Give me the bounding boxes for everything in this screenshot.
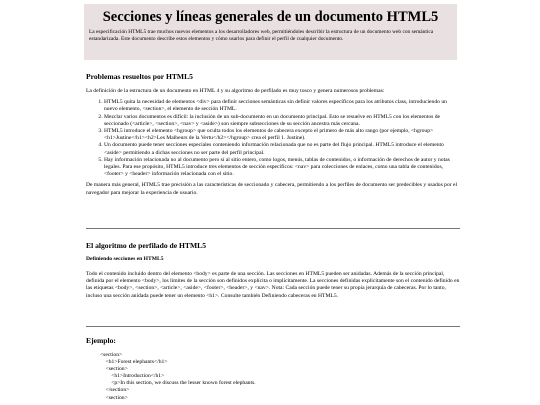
divider — [86, 326, 460, 327]
example-section — [86, 336, 460, 402]
code-line: <section> — [100, 394, 128, 401]
problems-heading: Problemas resueltos por HTML5 — [86, 72, 193, 81]
list-item: 2. Mezclar varios documentos es difícil: la inclusión de un sub-documento en un documento principal. Esto se resuelve en HTML5 con los elementos de seccionado (<article>, <section>, <nav> y <aside>) son siempre subsecciones de su sección ancestra más cercana. — [104, 114, 460, 128]
problems-lead: La definición de la estructura de un documento en HTML 4 y su algoritmo de perfilado es muy tosco y genera numerosos problemas: — [86, 88, 385, 94]
document-header — [84, 4, 457, 60]
problems-list — [86, 99, 460, 178]
list-item: 4. Un documento puede tener secciones especiales conteniendo información relacionada que no es parte del flujo principal. HTML5 introduce el elemento <aside> permitiendo a dichas secciones no ser parte del perfil principal. — [104, 142, 460, 156]
algorithm-subheading: Definiendo secciones en HTML5 — [86, 256, 164, 262]
algorithm-section — [86, 241, 460, 300]
problems-section — [86, 72, 460, 197]
list-item: 3. HTML5 introduce el elemento <hgroup> que oculta todos los elementos de cabecera excepto el primero de más alto rango (por ejemplo, <hgroup><h1>Justine</h1><h2>Les Malheurs de la Vertu</h2></hgroup> crea el perfil 1. Justine). — [104, 128, 460, 142]
code-line: </section> — [100, 387, 130, 394]
code-line: <h1>Forest elephants</h1> — [100, 359, 168, 366]
list-item: 1. HTML5 quita la necesidad de elementos <div> para definir secciones semánticas sin definir valores específicos para los atributos class, introduciendo un nuevo elemento, <section>, el elemento de sección HTML. — [104, 99, 460, 113]
algorithm-body: Todo el contenido incluido dentro del elemento <body> es parte de una sección. Las secciones en HTML5 pueden ser anidadas. Además de la sección principal, definida por el elemento <body>, los límites de la sección son definidos explícita o implícitamente. La secciones definidas explícitamente son el contenido definido en las etiquetas <body>, <section>, <article>, <aside>, <footer>, <header>, y <nav>. Nota: Cada sección puede tener su propia jerarquía de cabeceras. Por lo tanto, incluso una sección anidada puede tener un elemento <h1>. Consulte también Definiendo cabeceras en HTML5. — [86, 271, 460, 299]
algorithm-heading: El algoritmo de perfilado de HTML5 — [86, 241, 207, 250]
code-line: <section> — [100, 352, 123, 358]
problems-closing: De manera más general, HTML5 trae precisión a las características de seccionado y cabecera, permitiendo a los perfiles de documento ser predecibles y usados por el navegador para mejorar la experiencia de usuario. — [86, 182, 458, 196]
example-heading: Ejemplo: — [86, 336, 116, 345]
code-line: <p>In this section, we discuss the lesser known forest elephants. — [100, 380, 256, 387]
code-line: <section> — [100, 366, 128, 373]
code-line: <h1>Introduction</h1> — [100, 373, 165, 380]
intro-paragraph: La especificación HTML5 trae muchos nuevos elementos a los desarrolladores web, permitiéndoles describir la estructura de un documento web con semántica estandarizada. Este documento describe estos elementos y cómo usarlos para definir el perfil de cualquier documento. — [89, 29, 434, 42]
list-item: 5. Hay información relacionada no al documento pero sí al sitio entero, como logos, menús, tablas de contenidos, o información de derechos de autor y notas legales. Para ese propósito, HTML5 introduce tres elementos de sección específicos: <nav> para colecciones de enlaces, como una tabla de contenidos, <footer> y <header> información relacionada con el sitio. — [104, 157, 460, 179]
divider — [86, 228, 460, 229]
code-block — [86, 352, 460, 402]
page-title: Secciones y líneas generales de un documento HTML5 — [102, 9, 439, 25]
